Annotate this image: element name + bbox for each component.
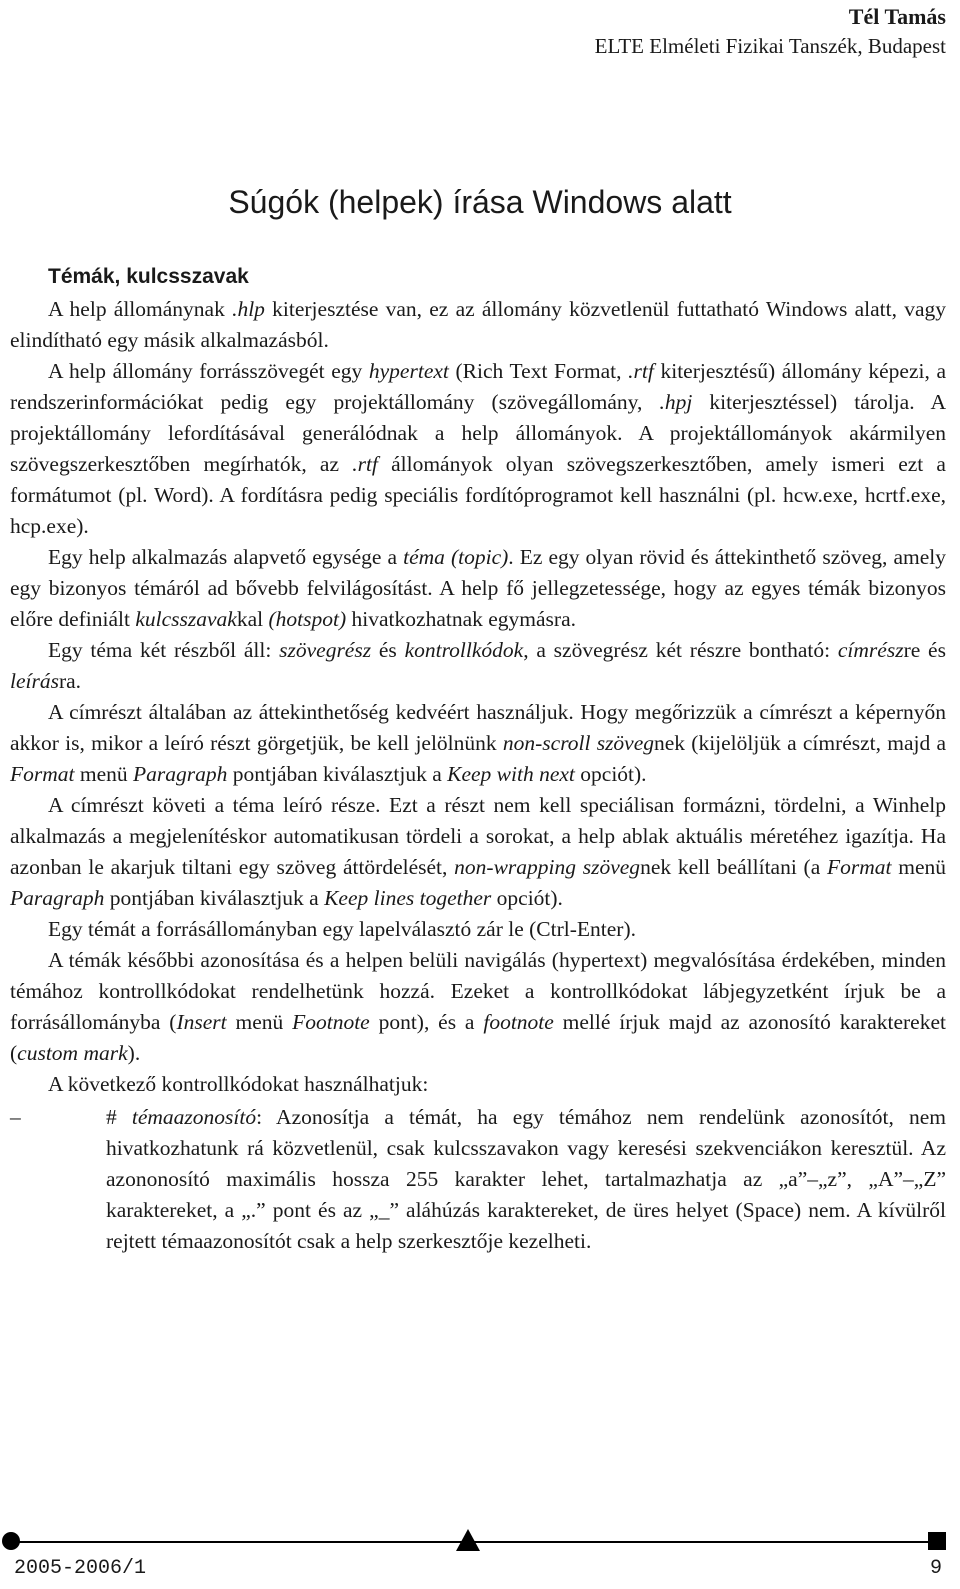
- paragraph-1: A help állománynak .hlp kiterjesztése van, ez az állomány közvetlenül futtatható Windows alatt, vagy elindítható egy másik alkalmazásból.: [10, 297, 947, 352]
- paragraph-9: A következő kontrollkódokat használhatjuk:: [48, 1072, 429, 1096]
- paragraph-8: A témák későbbi azonosítása és a helpen belüli navigálás (hypertext) megvalósítása érdekében, minden témához kontrollkódokat rendelhetünk hozzá. Ezeket a kontrollkódokat lábjegyzetként írjuk be a forrásállományba (Insert menü Footnote pont), és a footnote mellé írjuk majd az azonosító karaktereket (custom mark).: [10, 948, 946, 1065]
- paragraph-2: A help állomány forrásszövegét egy hypertext (Rich Text Format, .rtf kiterjesztésű) állomány képezi, a rendszerinformációkat pedig egy projektállomány (szövegállomány, .hpj kiterjesztéssel) tárolja. A projektállomány lefordításával generálódnak a help állományok. A projektállományok akármilyen szövegszerkesztőben megírhatók, az .rtf állományok olyan szövegszerkesztőben, amely ismeri ezt a formátumot (pl. Word). A fordításra pedig speciális fordítóprogramot kell használni (pl. hcw.exe, hcrtf.exe, hcp.exe).: [10, 359, 947, 538]
- square-icon: [928, 1532, 946, 1550]
- page-footer: [0, 1529, 960, 1589]
- paragraph-7: Egy témát a forrásállományban egy lapelválasztó zár le (Ctrl-Enter).: [48, 917, 637, 941]
- footer-semester: 2005-2006/1: [14, 1557, 147, 1580]
- dash-bullet: –: [10, 1105, 21, 1129]
- paragraph-3: Egy help alkalmazás alapvető egysége a téma (topic). Ez egy olyan rövid és áttekinthető szöveg, amely egy bizonyos témáról ad bővebb felvilágosítást. A help fő jellegzetessége, hogy az egyes témák bizonyos előre definiált kulcsszavakkal (hotspot) hivatkozhatnak egymásra.: [10, 545, 946, 631]
- paragraph-4: Egy téma két részből áll: szövegrész és kontrollkódok, a szövegrész két részre bontható: címrészre és leírásra.: [10, 638, 946, 693]
- paragraph-6: A címrészt követi a téma leíró része. Ezt a részt nem kell speciálisan formázni, tördelni, a Winhelp alkalmazás a megjelenítéskor automatikusan tördeli a sorokat, a help ablak aktuális méretéhez igazítja. Ha azonban le akarjuk tiltani egy szöveg áttördelését, non-wrapping szövegnek kell beállítani (a Format menü Paragraph pontjában kiválasztjuk a Keep lines together opciót).: [10, 793, 947, 910]
- page-header: [595, 2, 946, 60]
- triangle-icon: [456, 1529, 480, 1551]
- author-name: Tél Tamás: [848, 4, 946, 29]
- page-number: 9: [929, 1557, 942, 1580]
- document-body: [10, 260, 946, 1257]
- document-title: Súgók (helpek) írása Windows alatt: [228, 184, 732, 220]
- list-item: – # témaazonosító: Azonosítja a témát, ha egy témához nem rendelünk azonosítót, nem hivatkozhatunk rá közvetlenül, csak kulcsszavakon vagy keresési szekvenciákon keresztül. Az azononosító maximális hossza 255 karakter lehet, tartalmazhatja az „a”–„z”, „A”–„Z” karaktereket, a „.” pont és az „_” aláhúzás karaktereket, de üres helyet (Space) nem. A kívülről rejtett témaazonosítót csak a help szerkesztője kezelheti.: [10, 1102, 946, 1257]
- paragraph-5: A címrészt általában az áttekinthetőség kedvéért használjuk. Hogy megőrizzük a címrészt a képernyőn akkor is, mikor a leíró részt görgetjük, be kell jelölnünk non-scroll szövegnek (kijelöljük a címrészt, majd a Format menü Paragraph pontjában kiválasztjuk a Keep with next opciót).: [10, 700, 947, 786]
- section-heading: Témák, kulcsszavak: [48, 265, 249, 288]
- affiliation: ELTE Elméleti Fizikai Tanszék, Budapest: [594, 34, 946, 58]
- circle-icon: [2, 1532, 20, 1550]
